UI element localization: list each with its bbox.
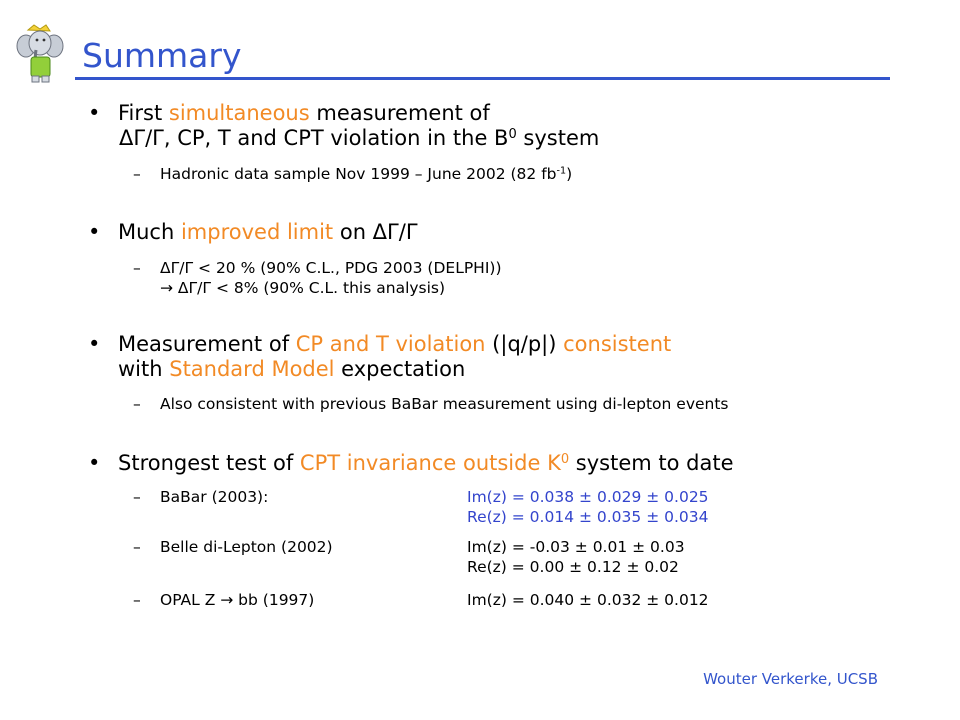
- slide-title: Summary: [82, 36, 242, 75]
- bullet-dot: •: [88, 220, 101, 244]
- bullet-dot: •: [88, 101, 101, 125]
- result-babar-values: Im(z) = 0.038 ± 0.029 ± 0.025 Re(z) = 0.014 ± 0.035 ± 0.034: [467, 488, 709, 526]
- bullet-dot: •: [88, 451, 101, 475]
- bullet-dot: •: [88, 332, 101, 356]
- title-underline: [75, 77, 890, 80]
- babar-elephant-logo-icon: [14, 24, 66, 84]
- result-opal-values: Im(z) = 0.040 ± 0.032 ± 0.012: [467, 591, 709, 609]
- result-belle-values: Im(z) = -0.03 ± 0.01 ± 0.03 Re(z) = 0.00 ± 0.12 ± 0.02: [467, 538, 685, 576]
- author-footer: Wouter Verkerke, UCSB: [703, 670, 878, 688]
